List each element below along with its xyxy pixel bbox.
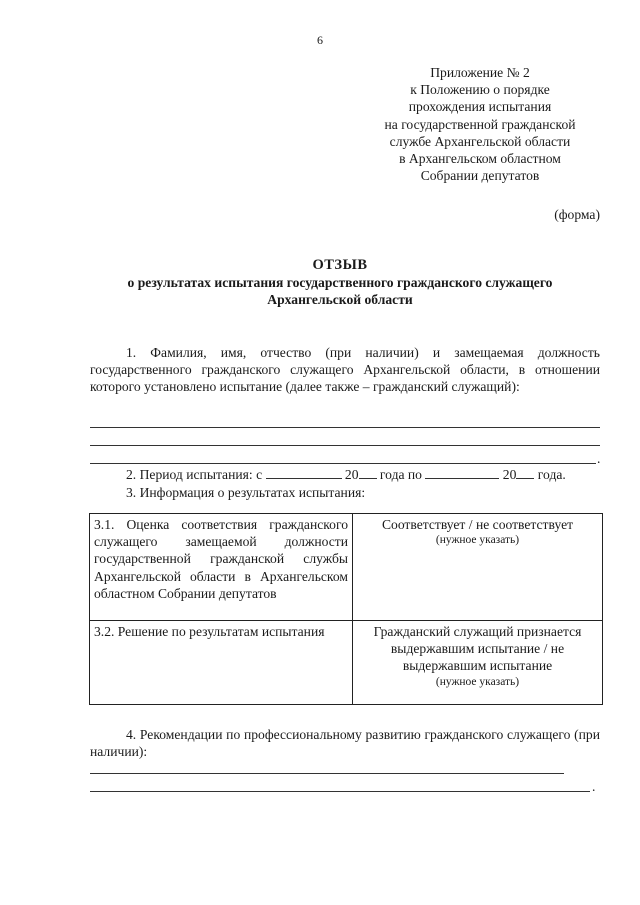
title-main: ОТЗЫВ	[312, 257, 368, 273]
appendix-line: службе Архангельской области	[389, 133, 571, 149]
title-subtitle-line: о результатах испытания государственного гражданского служащего	[127, 275, 553, 291]
period-end-date-field[interactable]	[425, 466, 499, 479]
appendix-line: Собрании депутатов	[420, 168, 540, 184]
table-row	[90, 621, 603, 705]
period-start-year-field[interactable]	[359, 466, 377, 479]
period-start-date-field[interactable]	[266, 466, 342, 479]
decision-label-cell: 3.2. Решение по результатам испытания	[90, 621, 353, 705]
period-year-prefix: 20	[344, 467, 359, 482]
name-position-fill-line[interactable]	[90, 427, 600, 428]
assessment-options: Соответствует / не соответствует	[381, 517, 574, 532]
section-1-end-mark: .	[597, 451, 601, 466]
decision-value-cell[interactable]	[353, 621, 603, 705]
assessment-hint: (нужное указать)	[435, 534, 520, 547]
section-4-end-mark: .	[592, 779, 596, 794]
section-1-text: 1. Фамилия, имя, отчество (при наличии) и замещаемая должность государственного гражданского служащего Архангельской области, в отношении которого установлено испытание (далее также – гражданский служащий):	[90, 345, 600, 395]
section-4-text: 4. Рекомендации по профессиональному развитию гражданского служащего (при наличии):	[90, 727, 600, 760]
period-middle: года по	[379, 467, 422, 482]
recommendations-fill-line[interactable]	[90, 791, 590, 792]
assessment-label-cell: 3.1. Оценка соответствия гражданского служащего замещаемой должности государственной гражданской службы Архангельской области в Архангельском областном Собрании депутатов	[90, 514, 353, 621]
decision-hint: (нужное указать)	[435, 675, 520, 688]
appendix-line: Приложение № 2	[430, 65, 530, 80]
name-position-fill-line[interactable]	[90, 445, 600, 446]
appendix-line: прохождения испытания	[408, 99, 552, 115]
title-subtitle-line: Архангельской области	[267, 292, 413, 308]
appendix-header	[360, 64, 600, 184]
assessment-value-cell[interactable]	[353, 514, 603, 621]
period-year-prefix: 20	[502, 467, 517, 482]
page-number: 6	[317, 33, 323, 47]
recommendations-fill-line[interactable]	[90, 773, 564, 774]
document-title	[70, 257, 610, 309]
appendix-line: на государственной гражданской	[384, 116, 576, 132]
name-position-fill-line[interactable]	[90, 463, 596, 464]
period-end-year-field[interactable]	[516, 466, 534, 479]
appendix-line: в Архангельском областном	[399, 151, 561, 167]
results-table	[89, 513, 603, 705]
decision-options: Гражданский служащий признается выдержавшим испытание / не выдержавшим испытание	[373, 624, 582, 674]
period-prefix: 2. Период испытания: с	[126, 467, 263, 482]
section-2-period	[126, 466, 566, 483]
table-row	[90, 514, 603, 621]
section-3-heading: 3. Информация о результатах испытания:	[126, 485, 366, 500]
appendix-line: к Положению о порядке	[410, 82, 550, 98]
period-suffix: года.	[537, 467, 566, 482]
form-label: (форма)	[554, 207, 600, 222]
